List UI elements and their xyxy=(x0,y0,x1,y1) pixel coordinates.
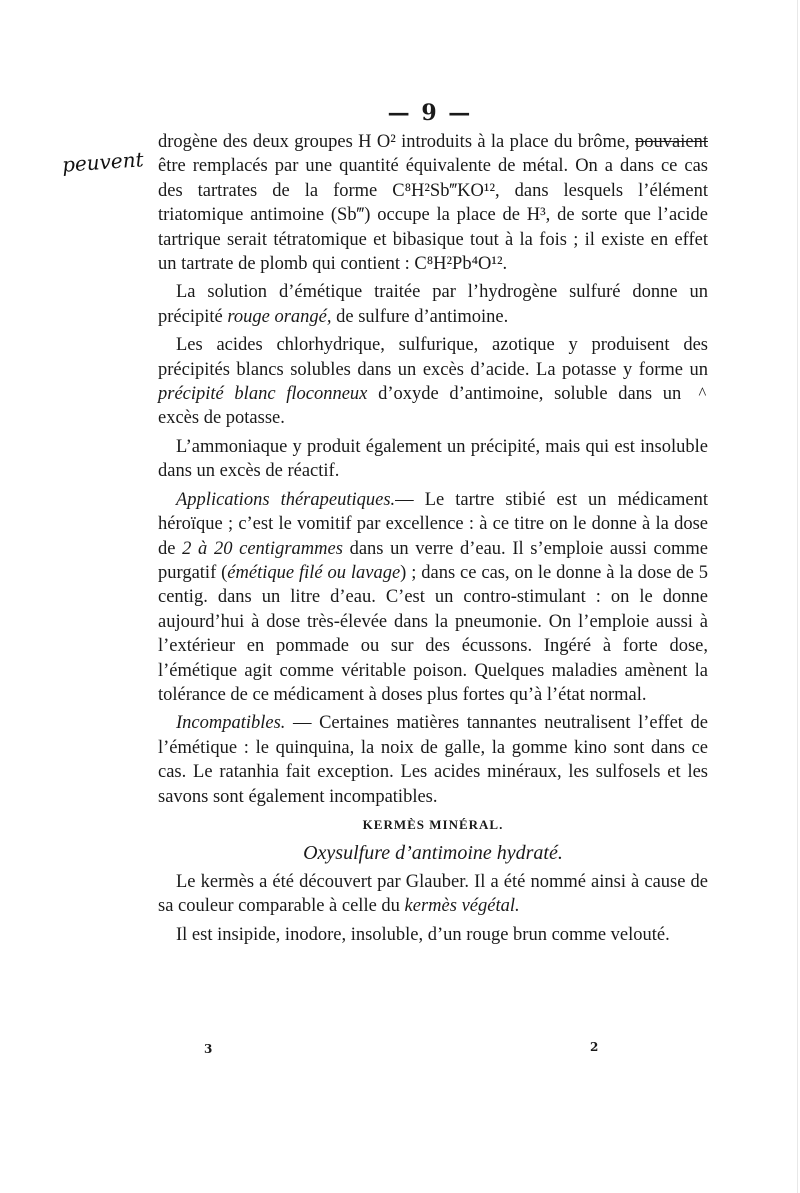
page-body xyxy=(158,130,708,951)
page-number: — 9 — xyxy=(387,100,473,126)
section-subtitle: Oxysulfure d’antimoine hydraté. xyxy=(303,842,563,865)
paragraph-therapeutic: Applications thérapeutiques.— Le tartre stibié est un médicament héroïque ; c’est le vomitif par excellence : à ce titre on le donne à la dose de 2 à 20 centigrammes dans un verre d’eau. Il s’emploie aussi comme purgatif (émétique filé ou lavage) ; dans ce cas, on le donne à la dose de 5 centig. dans un litre d’eau. C’est un contro-stimulant : on le donne aujourd’hui à dose très-élevée dans la pneumonie. On l’emploie aussi à l’extérieur en pommade ou sur des écussons. Ingéré à forte dose, l’émétique agit comme véritable poison. Quelques maladies amènent la tolérance de ce médicament à doses plus fortes qu’à l’état normal. xyxy=(158,489,709,705)
paragraph-continuation: drogène des deux groupes H O² introduits à la place du brôme, pouvaient être remplacés par une quantité équivalente de métal. On a dans ce cas des tartrates de la forme C⁸H²Sb‴KO¹², dans lesquels l’élément triatomique antimoine (Sb‴) occupe la place de H³, de sorte que l’acide tartrique serait tétratomique et bibasique tout à la fois ; il existe en effet un tartrate de plomb qui contient : C⁸H²Pb⁴O¹². xyxy=(158,132,709,275)
paragraph-hydrogen-sulfide: La solution d’émétique traitée par l’hydrogène sulfuré donne un précipité rouge orangé, de sulfure d’antimoine. xyxy=(158,282,708,327)
section-title: KERMÈS MINÉRAL. xyxy=(362,816,504,832)
handwritten-caret: ^ xyxy=(698,385,707,404)
signature-mark-left: 3 xyxy=(204,1042,213,1056)
paragraph-kermes-history: Le kermès a été découvert par Glauber. Il a été nommé ainsi à cause de sa couleur comparable à celle du kermès végétal. xyxy=(158,871,708,917)
paragraph-ammonia: L’ammoniaque y produit également un précipité, mais qui est insoluble dans un excès de réactif. xyxy=(158,436,708,482)
struck-word: pouvaient xyxy=(635,132,708,152)
handwritten-margin-note: peuvent xyxy=(61,147,145,177)
paragraph-incompatibles: Incompatibles. — Certaines matières tannantes neutralisent l’effet de l’émétique : le quinquina, la noix de galle, la gomme kino sont dans ce cas. Le ratanhia fait exception. Les acides minéraux, les sulfosels et les savons sont également incompatibles. xyxy=(158,713,708,807)
paragraph-acids: Les acides chlorhydrique, sulfurique, azotique y produisent des précipités blancs solubles dans un excès d’acide. La potasse y forme un précipité blanc floconneux d’oxyde d’antimoine, soluble dans un ^ excès de potasse. xyxy=(158,335,708,429)
paragraph-kermes-properties: Il est insipide, inodore, insoluble, d’un rouge brun comme velouté. xyxy=(176,924,670,945)
signature-mark-right: 2 xyxy=(590,1040,599,1054)
page-edge xyxy=(797,0,798,1193)
